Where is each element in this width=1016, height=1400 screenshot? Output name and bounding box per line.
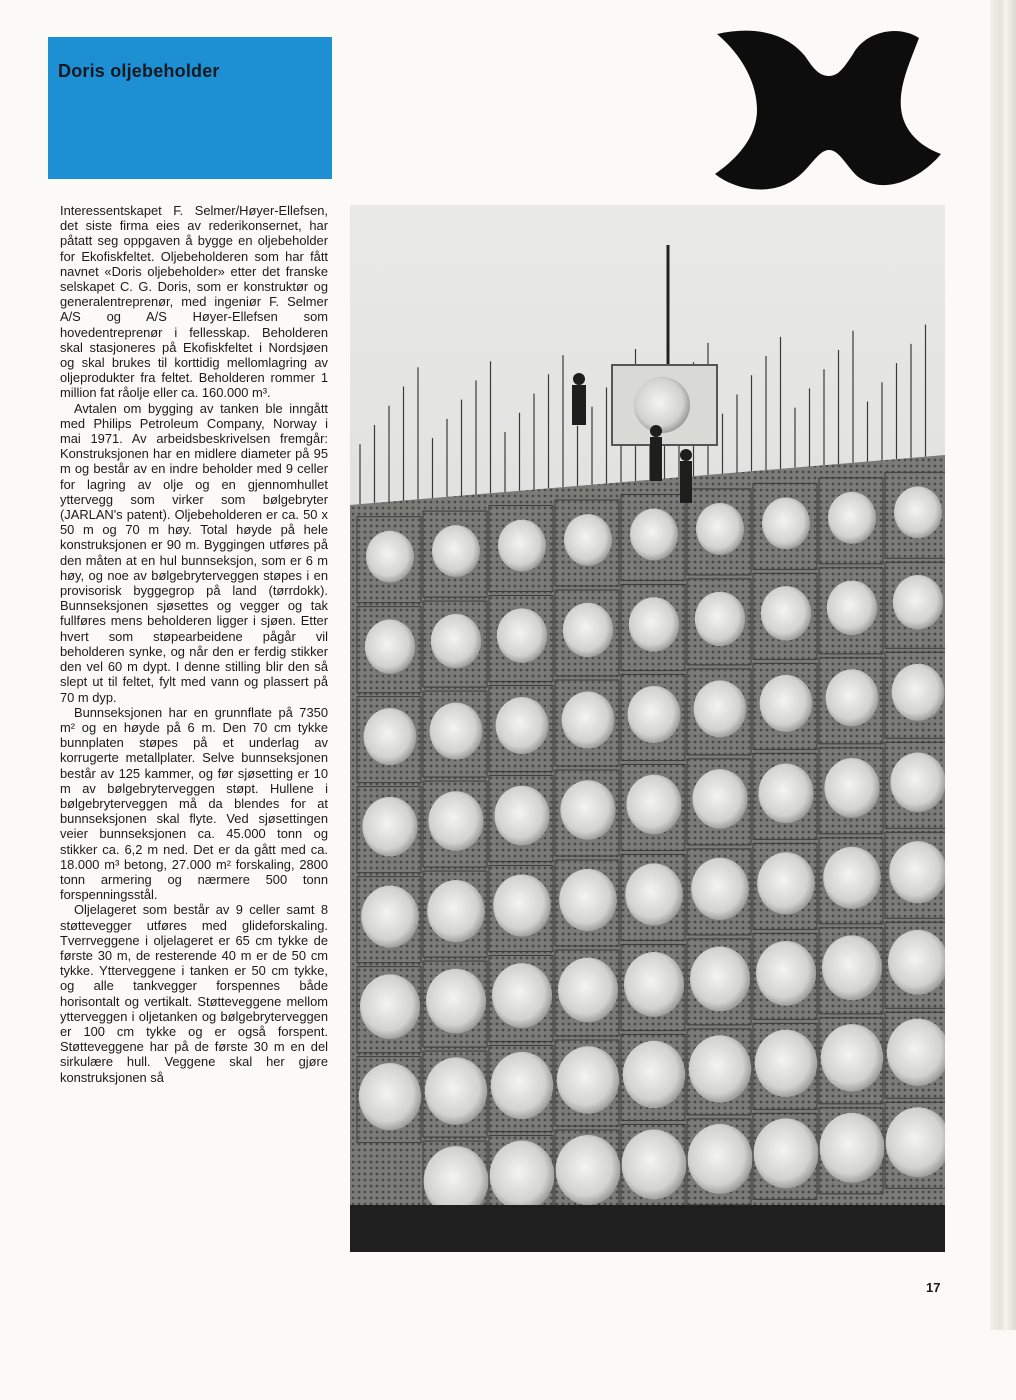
wall-hole <box>560 780 615 840</box>
page-edge <box>990 0 1016 1330</box>
wall-hole <box>491 1052 553 1119</box>
wall-hole <box>629 597 679 651</box>
wall-hole <box>694 680 747 737</box>
article-paragraph: Avtalen om bygging av tanken ble inngått med Philips Petroleum Company, Norway i mai 1971. Av arbeidsbeskrivelsen fremgår: Konstruksjonen har en midlere diameter på 95 m og består av en indre beholder med 9 celler for lagring av olje og en gjennomhullet yttervegg som virker som bølgebryter (JARLAN's patent). Oljebeholderen er ca. 50 x 50 m og 70 m høy. Total høyde på hele konstruksjonen er 90 m. Byggingen utføres på den måten at en hul bunnseksjon, som er 6 m høy, og noe av bølgebryterveggen støpes i en provisorisk byggegrop på land (tørrdokk). Bunnseksjonen sjøsettes og vegger og tak fullføres mens beholderen ligger i sjøen. Etter hvert som støpearbeidene pågår vil beholderen synke, og når den er ferdig stikker den vel 60 m dypt. I denne stilling blir den så slept ut til feltet, fylt med vann og plassert på 70 m dyp. <box>60 400 328 705</box>
wall-hole <box>564 514 612 566</box>
company-logo <box>713 26 944 196</box>
wall-hole <box>360 974 420 1039</box>
wall-hole <box>430 703 483 760</box>
wall-hole <box>365 619 415 673</box>
article-paragraph: Interessentskapet F. Selmer/Høyer-Ellefsen, det siste firma eies av rederikonsernet, har påtatt seg oppgaven å bygge en oljebeholder for Ekofiskfeltet. Oljebeholderen som har fått navnet «Doris oljebeholder» etter det franske selskapet C. G. Doris, som er konstruktør og generalentreprenør, med ingeniør F. Selmer A/S og A/S Høyer-Ellefsen som hovedentreprenør i fellesskap. Beholderen skal stasjoneres på Ekofiskfeltet i Nordsjøen og skal brukes til korttidig mellomlagring av oljeprodukter fra feltet. Beholderen rommer 1 million fat råolje eller ca. 160.000 m³. <box>60 203 328 401</box>
wall-hole <box>695 592 745 646</box>
wall-hole <box>691 858 749 920</box>
wall-hole <box>696 503 744 555</box>
wall-hole <box>690 947 750 1012</box>
wall-hole <box>428 791 483 851</box>
wall-hole <box>756 941 816 1006</box>
construction-photo <box>350 205 945 1252</box>
wall-hole <box>556 1135 621 1205</box>
wall-hole <box>557 1046 619 1113</box>
wall-hole <box>761 586 811 640</box>
wall-hole <box>890 752 945 812</box>
formwork-hole <box>634 377 690 433</box>
wall-hole <box>622 1129 687 1199</box>
wall-hole <box>892 664 945 721</box>
wall-hole <box>894 486 942 538</box>
wall-hole <box>824 758 879 818</box>
wall-hole <box>431 614 481 668</box>
wall-hole <box>361 886 419 948</box>
wall-hole <box>364 708 417 765</box>
wall-hole <box>757 852 815 914</box>
wall-hole <box>630 509 678 561</box>
wall-hole <box>498 520 546 572</box>
wall-hole <box>558 958 618 1023</box>
wall-hole <box>559 869 617 931</box>
wall-hole <box>427 880 485 942</box>
wall-hole <box>494 786 549 846</box>
wall-hole <box>563 603 613 657</box>
wall-hole <box>893 575 943 629</box>
wall-hole <box>692 769 747 829</box>
wall-hole <box>754 1118 819 1188</box>
wall-hole <box>624 952 684 1017</box>
wall-hole <box>688 1124 753 1194</box>
wall-hole <box>359 1063 421 1130</box>
wall-hole <box>497 608 547 662</box>
wall-hole <box>490 1141 555 1211</box>
wall-hole <box>492 963 552 1028</box>
page-title: Doris oljebeholder <box>58 61 220 81</box>
wall-hole <box>820 1113 885 1183</box>
wall-hole <box>426 969 486 1034</box>
wall-hole <box>625 863 683 925</box>
photo-illustration <box>350 205 945 1252</box>
wall-hole <box>626 775 681 835</box>
wall-hole <box>762 497 810 549</box>
wall-hole <box>822 935 882 1000</box>
wall-hole <box>827 581 877 635</box>
wall-hole <box>760 675 813 732</box>
wall-hole <box>821 1024 883 1091</box>
wall-hole <box>366 531 414 583</box>
wall-hole <box>493 874 551 936</box>
article-paragraph: Oljelageret som består av 9 celler samt 8 støttevegger utføres med glideforskaling. Tverrveggene i oljelageret er 65 cm tykke de første 30 m, de resterende 40 m er de 50 cm tykke. Ytterveggene i tanken er 50 cm tykke, og alle tankvegger forspennes både horisontalt og vertikalt. Støtteveggene mellom ytterveggen i oljetanken og bølgebryterveggen er 100 cm tykke og er også forspent. Støtteveggene har på de første 30 m en del sirkulære hull. Veggene skal her gjøre konstruksjonen så <box>60 902 328 1085</box>
wall-hole <box>828 492 876 544</box>
wall-hole <box>628 686 681 743</box>
wall-hole <box>432 525 480 577</box>
wall-hole <box>755 1030 817 1097</box>
title-box <box>48 37 332 179</box>
wall-hole <box>826 669 879 726</box>
page-number: 17 <box>926 1280 941 1295</box>
wall-hole <box>623 1041 685 1108</box>
wall-hole <box>889 841 945 903</box>
article-column <box>60 203 328 1085</box>
wall-hole <box>823 847 881 909</box>
wall-hole <box>425 1057 487 1124</box>
wall-hole <box>562 691 615 748</box>
wall-hole <box>362 797 417 857</box>
wall-hole <box>496 697 549 754</box>
wall-hole <box>758 764 813 824</box>
wall-hole <box>689 1035 751 1102</box>
photo-ground <box>350 1205 945 1252</box>
article-paragraph: Bunnseksjonen har en grunnflate på 7350 m² og en høyde på 6 m. Den 70 cm tykke bunnplaten støpes på et underlag av korrugerte metallplater. Selve bunnseksjonen består av 125 kammer, og før sjøsetting er 10 m av bølgebryterveggen støpt. Hullene i bølgebryterveggen må da blendes for at bunnseksjonen skal flyte. Ved sjøsettingen veier bunnseksjonen ca. 45.000 tonn og stikker ca. 6,2 m ned. Det er da gått med ca. 18.000 m³ betong, 27.000 m² forskaling, 2800 tonn armering og nærmere 500 tonn forspenningsstål. <box>60 704 328 903</box>
